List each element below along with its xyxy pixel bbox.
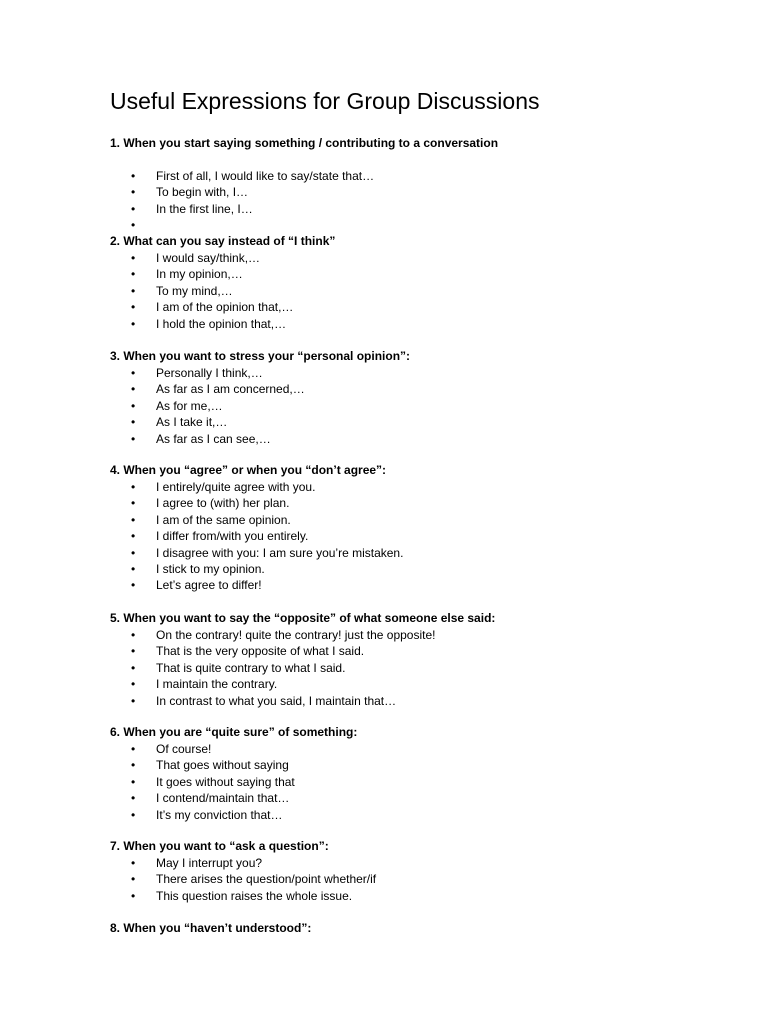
bullet-icon: • xyxy=(131,431,136,446)
section-heading: 8. When you “haven’t understood”: xyxy=(110,921,312,935)
bullet-icon: • xyxy=(131,693,136,708)
section-heading: 2. What can you say instead of “I think” xyxy=(110,234,336,248)
section-heading: 3. When you want to stress your “personal opinion”: xyxy=(110,349,411,363)
bullet-icon: • xyxy=(131,578,136,593)
bullet-icon: • xyxy=(131,529,136,544)
bullet-icon: • xyxy=(131,185,136,200)
bullet-icon: • xyxy=(131,872,136,887)
list-item: Of course! xyxy=(156,742,212,756)
bullet-icon: • xyxy=(131,169,136,183)
bullet-icon: • xyxy=(131,398,136,413)
list-item: As far as I am concerned,… xyxy=(156,382,305,397)
bullet-icon: • xyxy=(131,545,136,560)
list-item: To begin with, I… xyxy=(156,185,249,200)
list-item: First of all, I would like to say/state that… xyxy=(156,169,375,183)
list-item: I stick to my opinion. xyxy=(156,562,265,576)
bullet-icon: • xyxy=(131,415,136,430)
bullet-icon: • xyxy=(131,316,136,331)
document-title: Useful Expressions for Group Discussions xyxy=(110,88,540,114)
list-item: I contend/maintain that… xyxy=(156,791,290,806)
section-heading: 7. When you want to “ask a question”: xyxy=(110,839,329,853)
section-heading: 5. When you want to say the “opposite” of what someone else said: xyxy=(110,611,496,625)
list-item: That goes without saying xyxy=(156,758,289,773)
list-item: It’s my conviction that… xyxy=(156,807,283,822)
list-item: That is the very opposite of what I said. xyxy=(156,644,365,659)
section-heading: 6. When you are “quite sure” of something: xyxy=(110,725,358,739)
list-item: May I interrupt you? xyxy=(156,856,263,870)
bullet-icon: • xyxy=(131,628,136,642)
list-item: I hold the opinion that,… xyxy=(156,316,287,331)
list-item: There arises the question/point whether/if xyxy=(156,872,377,887)
list-item: To my mind,… xyxy=(156,283,233,298)
list-item: I maintain the contrary. xyxy=(156,677,278,692)
list-item: As I take it,… xyxy=(156,415,228,430)
list-item: I differ from/with you entirely. xyxy=(156,529,309,544)
bullet-icon: • xyxy=(131,774,136,789)
list-item: As far as I can see,… xyxy=(156,431,271,446)
bullet-icon: • xyxy=(131,677,136,692)
bullet-icon: • xyxy=(131,660,136,675)
list-item: On the contrary! quite the contrary! just the opposite! xyxy=(156,628,436,642)
bullet-icon: • xyxy=(131,267,136,282)
list-item: I am of the opinion that,… xyxy=(156,300,294,315)
list-item: This question raises the whole issue. xyxy=(156,888,353,903)
list-item: As for me,… xyxy=(156,398,223,413)
list-item: Personally I think,… xyxy=(156,366,263,380)
section-heading: 1. When you start saying something / contributing to a conversation xyxy=(110,136,499,150)
list-item: That is quite contrary to what I said. xyxy=(156,660,346,675)
bullet-icon: • xyxy=(131,562,136,576)
bullet-icon: • xyxy=(131,791,136,806)
bullet-icon: • xyxy=(131,283,136,298)
bullet-icon: • xyxy=(131,742,136,756)
list-item: In contrast to what you said, I maintain that… xyxy=(156,693,397,708)
list-item: I am of the same opinion. xyxy=(156,512,291,527)
list-item: In the first line, I… xyxy=(156,201,253,216)
bullet-icon: • xyxy=(131,300,136,315)
list-item: I would say/think,… xyxy=(156,251,261,265)
bullet-icon: • xyxy=(131,512,136,527)
list-item: I agree to (with) her plan. xyxy=(156,496,290,511)
bullet-icon: • xyxy=(131,856,136,870)
bullet-icon: • xyxy=(131,201,136,216)
bullet-icon: • xyxy=(131,644,136,659)
bullet-icon: • xyxy=(131,218,136,233)
list-item: I disagree with you: I am sure you’re mistaken. xyxy=(156,545,404,560)
list-item: In my opinion,… xyxy=(156,267,243,282)
bullet-icon: • xyxy=(131,366,136,380)
bullet-icon: • xyxy=(131,888,136,903)
section-heading: 4. When you “agree” or when you “don’t agree”: xyxy=(110,463,387,477)
bullet-icon: • xyxy=(131,251,136,265)
list-item: It goes without saying that xyxy=(156,774,295,789)
bullet-icon: • xyxy=(131,496,136,511)
list-item: Let’s agree to differ! xyxy=(156,578,262,593)
list-item: I entirely/quite agree with you. xyxy=(156,480,316,494)
bullet-icon: • xyxy=(131,758,136,773)
bullet-icon: • xyxy=(131,382,136,397)
bullet-icon: • xyxy=(131,480,136,494)
bullet-icon: • xyxy=(131,807,136,822)
